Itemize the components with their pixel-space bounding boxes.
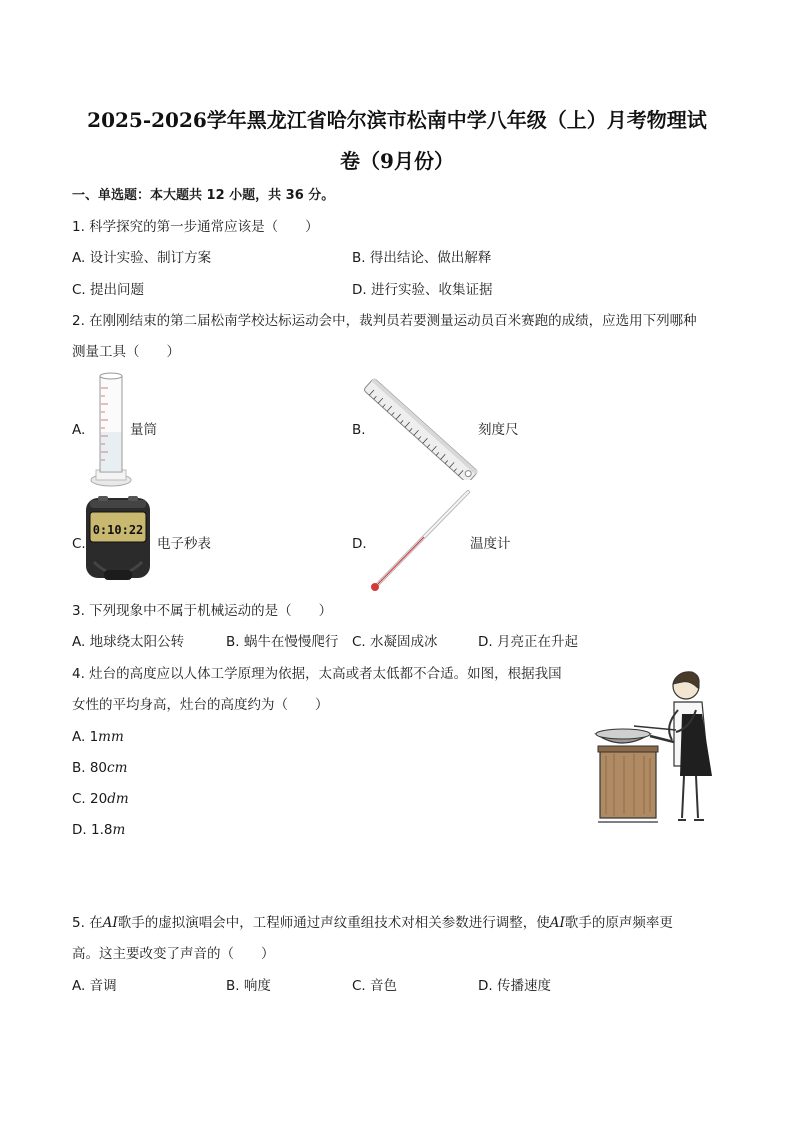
q2-option-d-label: 温度计 (470, 536, 511, 552)
q2-stem-line1: 2. 在刚刚结束的第二届松南学校达标运动会中，裁判员若要测量运动员百米赛跑的成绩，应选用下列哪种 (72, 313, 697, 329)
ruler-image (364, 372, 484, 480)
q2-option-c-letter: C. (72, 536, 86, 552)
q5-stem-line1 (72, 914, 673, 932)
q4-option-c-value: C. 20 (72, 791, 108, 807)
exam-title-line2: 卷（9月份） (340, 149, 454, 173)
stopwatch-display: 0:10:22 (92, 523, 144, 537)
q3-option-a: A. 地球绕太阳公转 (72, 634, 185, 650)
q4-option-d-unit: m (112, 822, 126, 838)
q3-stem: 3. 下列现象中不属于机械运动的是（ ） (72, 603, 333, 619)
q3-option-b: B. 蜗牛在慢慢爬行 (226, 634, 339, 650)
q4-stem-line1: 4. 灶台的高度应以人体工学原理为依据，太高或者太低都不合适。如图，根据我国 (72, 666, 562, 682)
q2-stem-line2: 测量工具（ ） (72, 344, 180, 360)
q1-stem: 1. 科学探究的第一步通常应该是（ ） (72, 219, 319, 235)
q4-option-c-unit: dm (107, 791, 129, 807)
q4-option-a (72, 728, 124, 746)
q4-option-a-value: A. 1 (72, 729, 99, 745)
woman-cooking-image (594, 666, 726, 828)
q4-option-b-unit: cm (107, 760, 128, 776)
q5-option-c: C. 音色 (352, 978, 398, 994)
q5-option-b: B. 响度 (226, 978, 271, 994)
q2-option-b-label: 刻度尺 (478, 422, 519, 438)
section-heading: 一、单选题：本大题共 12 小题，共 36 分。 (72, 188, 335, 203)
q5-option-a: A. 音调 (72, 978, 117, 994)
q4-option-c (72, 790, 129, 808)
stopwatch-image (84, 494, 154, 586)
q3-option-c: C. 水凝固成冰 (352, 634, 438, 650)
q5-stem-part3: 歌手的原声频率更 (564, 915, 673, 931)
q1-option-d: D. 进行实验、收集证据 (352, 282, 493, 298)
q4-option-b (72, 759, 127, 777)
q4-option-a-unit: mm (98, 729, 124, 745)
q5-option-d: D. 传播速度 (478, 978, 551, 994)
q1-option-c: C. 提出问题 (72, 282, 145, 298)
q4-option-b-value: B. 80 (72, 760, 108, 776)
q1-option-b: B. 得出结论、做出解释 (352, 250, 492, 266)
q5-stem-line2: 高。这主要改变了声音的（ ） (72, 946, 275, 962)
q3-option-d: D. 月亮正在升起 (478, 634, 578, 650)
q2-option-b-letter: B. (352, 422, 366, 438)
q4-option-d (72, 821, 125, 839)
thermometer-image (364, 488, 474, 598)
q4-stem-line2: 女性的平均身高，灶台的高度约为（ ） (72, 697, 329, 713)
exam-title-line1: 2025-2026学年黑龙江省哈尔滨市松南中学八年级（上）月考物理试 (87, 108, 707, 132)
q5-stem-part2: 歌手的虚拟演唱会中，工程师通过声纹重组技术对相关参数进行调整，使 (117, 915, 550, 931)
q2-option-c-label: 电子秒表 (157, 536, 211, 552)
graduated-cylinder-image (88, 370, 134, 488)
q2-option-a-letter: A. (72, 422, 86, 438)
q2-option-d-letter: D. (352, 536, 367, 552)
q5-ai-term-2: AI (549, 915, 565, 931)
q2-option-a-label: 量筒 (130, 422, 157, 438)
q5-stem-part1: 5. 在 (72, 915, 103, 931)
q5-ai-term-1: AI (102, 915, 118, 931)
q1-option-a: A. 设计实验、制订方案 (72, 250, 212, 266)
q4-option-d-value: D. 1.8 (72, 822, 113, 838)
